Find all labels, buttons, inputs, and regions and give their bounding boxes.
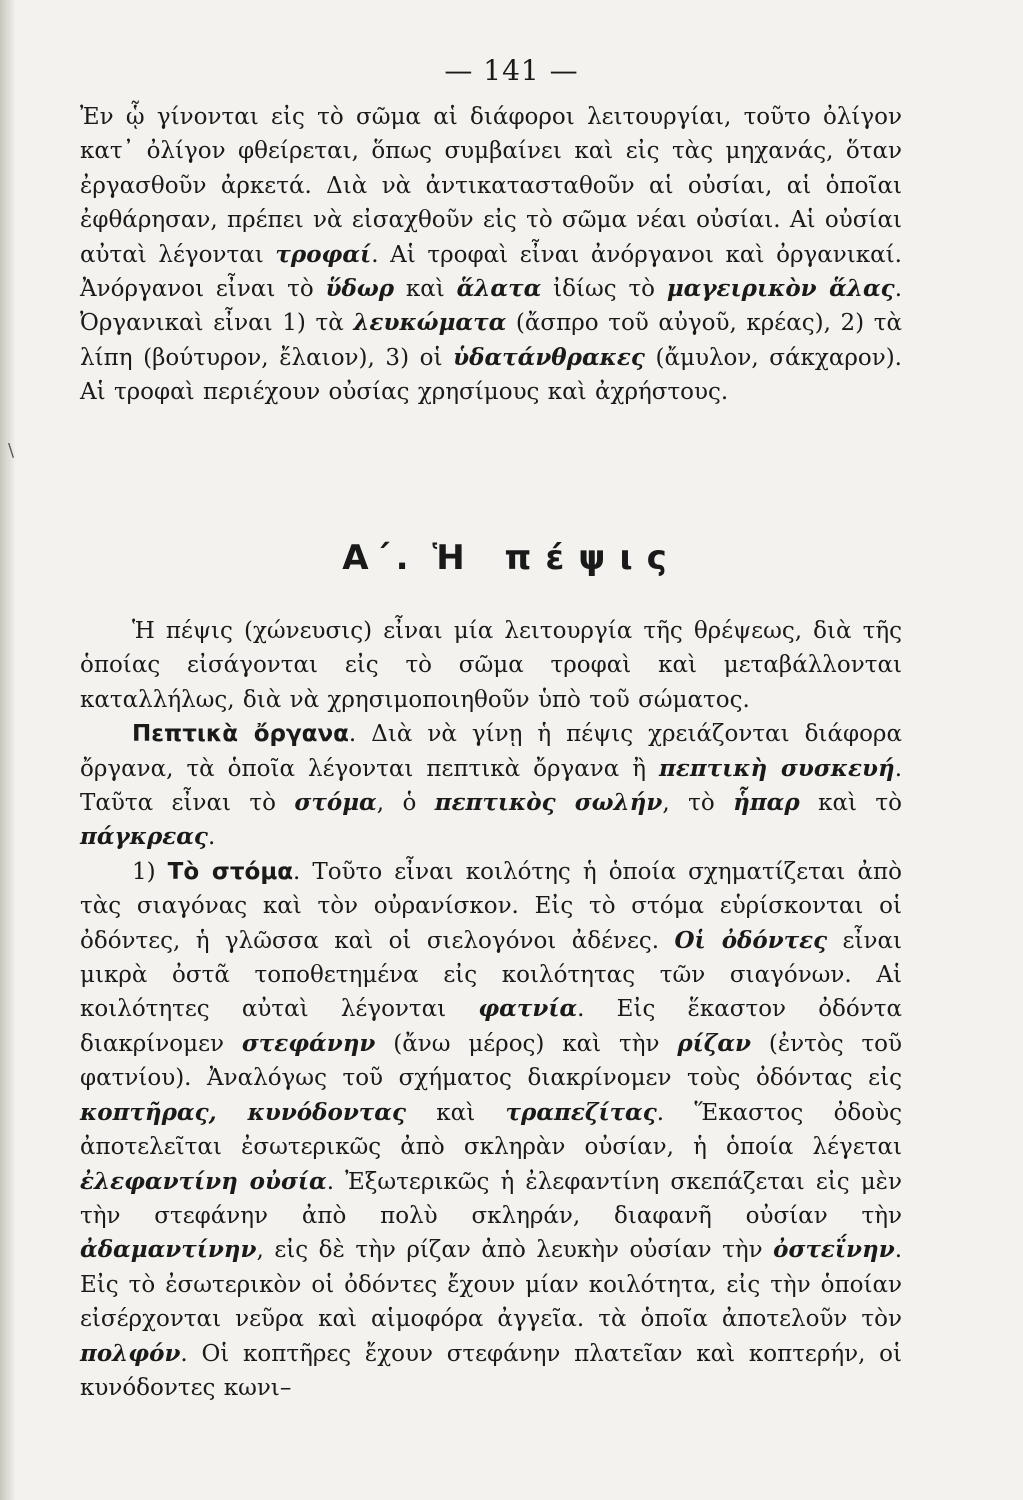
term-stefanin: στεφάνην (241, 1029, 376, 1057)
mouth-number: 1) (132, 858, 168, 885)
paragraph-definition (80, 614, 902, 717)
intro-text-3: καὶ (394, 276, 457, 303)
mouth-text-10: . Εἰς τὸ ἐσωτερικὸν οἱ ὀδόντες ἔχουν μίαν κοιλότητα, εἰς τὴν ὁποίαν εἰσέρχονται νεῦρα καὶ αἱμοφόρα ἀγγεῖα. τὰ ὁποῖα ἀποτελοῦν τὸν (80, 1237, 902, 1333)
term-polfon: πολφόν (80, 1339, 181, 1367)
intro-text-5: . Ὀργανικαὶ εἶναι 1) τὰ (80, 276, 902, 337)
organs-text-1: . Διὰ νὰ γίνῃ ἡ πέψις χρειάζονται διάφορα ὄργανα, τὰ ὁποῖα λέγονται πεπτικὰ ὄργανα ἢ (80, 721, 902, 782)
definition-text: Ἡ πέψις (χώνευσις) εἶναι μία λειτουργία τῆς θρέψεως, διὰ τῆς ὁποίας εἰσάγονται εἰς τὸ σῶμα τροφαὶ καὶ μεταβάλλονται καταλλήλως, διὰ νὰ χρησιμοποιηθοῦν ὑπὸ τοῦ σώματος. (80, 618, 902, 713)
section-letter: Α΄. (342, 538, 415, 578)
term-alata: ἅλατα (456, 275, 542, 303)
lead-to-stoma: Τὸ στόμα (167, 858, 294, 885)
term-trofai: τροφαί (275, 240, 372, 268)
mouth-text-11: . Οἱ κοπτῆρες ἔχουν στεφάνην πλατεῖαν καὶ κοπτερήν, οἱ κυνόδοντες κωνι– (80, 1340, 902, 1401)
intro-paragraph (80, 100, 902, 410)
term-peptikos-solin: πεπτικὸς σωλήν (434, 789, 663, 817)
term-peptiki-syskeui: πεπτικὴ συσκευή (659, 754, 895, 782)
mouth-text-2: εἶναι μικρὰ ὀστᾶ τοποθετημένα εἰς κοιλότητας τῶν σιαγόνων. Αἱ κοιλότητες αὐταὶ λέγονται (80, 927, 902, 1023)
section-title: Ἡ πέψις (432, 538, 681, 578)
lead-peptika-organa: Πεπτικὰ ὄργανα (132, 721, 349, 748)
term-elefantini-ousia: ἐλεφαντίνη οὐσία (80, 1167, 327, 1195)
organs-text-2: . Ταῦτα εἶναι τὸ (80, 755, 903, 817)
page-number: — 141 — (444, 54, 579, 87)
term-adamantinin: ἀδαμαντίνην (80, 1236, 257, 1264)
mouth-text-8: . Ἐξωτερικῶς ἡ ἐλεφαντίνη σκεπάζεται εἰς μὲν τὴν στεφάνην ἀπὸ πολὺ σκληράν, διαφανῆ οὐσίαν τὴν (80, 1168, 903, 1229)
intro-text-4: ἰδίως τὸ (541, 276, 667, 303)
term-stoma: στόμα (294, 789, 377, 817)
term-ydatanthrakes: ὑδατάνθρακες (453, 343, 645, 371)
term-leukomata: λευκώματα (353, 309, 507, 337)
term-osteinin: ὀστεΐνην (773, 1236, 895, 1264)
term-odontes: Οἱ ὀδόντες (674, 926, 828, 954)
term-koptiras-kynodontas: κοπτῆρας, κυνόδοντας (80, 1098, 406, 1126)
term-pankreas: πάγκρεας (80, 823, 208, 851)
term-fatnia: φατνία (478, 995, 578, 1023)
mouth-text-4: (ἄνω μέρος) καὶ τὴν (375, 1030, 678, 1057)
term-trapezitas: τραπεζίτας (505, 1098, 657, 1126)
organs-text-5: καὶ τὸ (799, 790, 902, 817)
term-ipar: ἧπαρ (733, 789, 800, 817)
page-gutter-shadow (0, 0, 16, 1500)
mouth-text-3: . Εἰς ἕκαστον ὀδόντα διακρίνομεν (80, 996, 902, 1057)
intro-text-2: . Αἱ τροφαὶ εἶναι ἀνόργανοι καὶ ὀργανικαί. Ἀνόργανοι εἶναι τὸ (80, 241, 902, 303)
intro-text-7: (ἄμυλον, σάκχαρον). Αἱ τροφαὶ περιέχουν οὐσίας χρησίμους καὶ ἀχρήστους. (80, 344, 902, 406)
section-heading (0, 538, 1023, 578)
organs-text-6: . (207, 824, 216, 851)
mouth-text-6: καὶ (405, 1099, 506, 1126)
paragraph-digestive-organs (80, 717, 902, 855)
term-mageirikon-alas: μαγειρικὸν ἅλας (666, 275, 895, 303)
intro-text-6: (ἄσπρο τοῦ αὐγοῦ, κρέας), 2) τὰ λίπη (βούτυρον, ἔλαιον), 3) οἱ (80, 310, 902, 371)
term-rizan: ρίζαν (677, 1029, 752, 1057)
digestion-body (80, 614, 902, 1405)
margin-mark: \ (8, 440, 15, 461)
organs-text-3: , ὁ (376, 790, 435, 817)
organs-text-4: , τὸ (662, 790, 734, 817)
mouth-text-5: (ἐντὸς τοῦ φατνίου). Ἀναλόγως τοῦ σχήματος διακρίνομεν τοὺς ὀδόντας εἰς (80, 1030, 902, 1092)
paragraph-mouth (80, 855, 902, 1406)
intro-text-1: Ἐν ᾧ γίνονται εἰς τὸ σῶμα αἱ διάφοροι λειτουργίαι, τοῦτο ὀλίγον κατ᾽ ὀλίγον φθείρεται, ὅπως συμβαίνει καὶ εἰς τὰς μηχανάς, ὅταν ἐργασθοῦν ἀρκετά. Διὰ νὰ ἀντικατασταθοῦν αἱ οὐσίαι, αἱ ὁποῖαι ἐφθάρησαν, πρέπει νὰ εἰσαχθοῦν εἰς τὸ σῶμα νέαι οὐσίαι. Αἱ οὐσίαι αὐταὶ λέγονται (80, 104, 902, 268)
term-ydor: ὕδωρ (325, 275, 395, 303)
mouth-text-9: , εἰς δὲ τὴν ρίζαν ἀπὸ λευκὴν οὐσίαν τὴν (256, 1237, 774, 1264)
mouth-text-1: . Τοῦτο εἶναι κοιλότης ἡ ὁποία σχηματίζεται ἀπὸ τὰς σιαγόνας καὶ τὸν οὐρανίσκον. Εἰς τὸ στόμα εὑρίσκονται οἱ ὀδόντες, ἡ γλῶσσα καὶ οἱ σιελογόνοι ἀδένες. (80, 858, 902, 954)
mouth-text-7: . Ἕκαστος ὀδοὺς ἀποτελεῖται ἐσωτερικῶς ἀπὸ σκληρὰν οὐσίαν, ἡ ὁποία λέγεται (80, 1099, 902, 1161)
